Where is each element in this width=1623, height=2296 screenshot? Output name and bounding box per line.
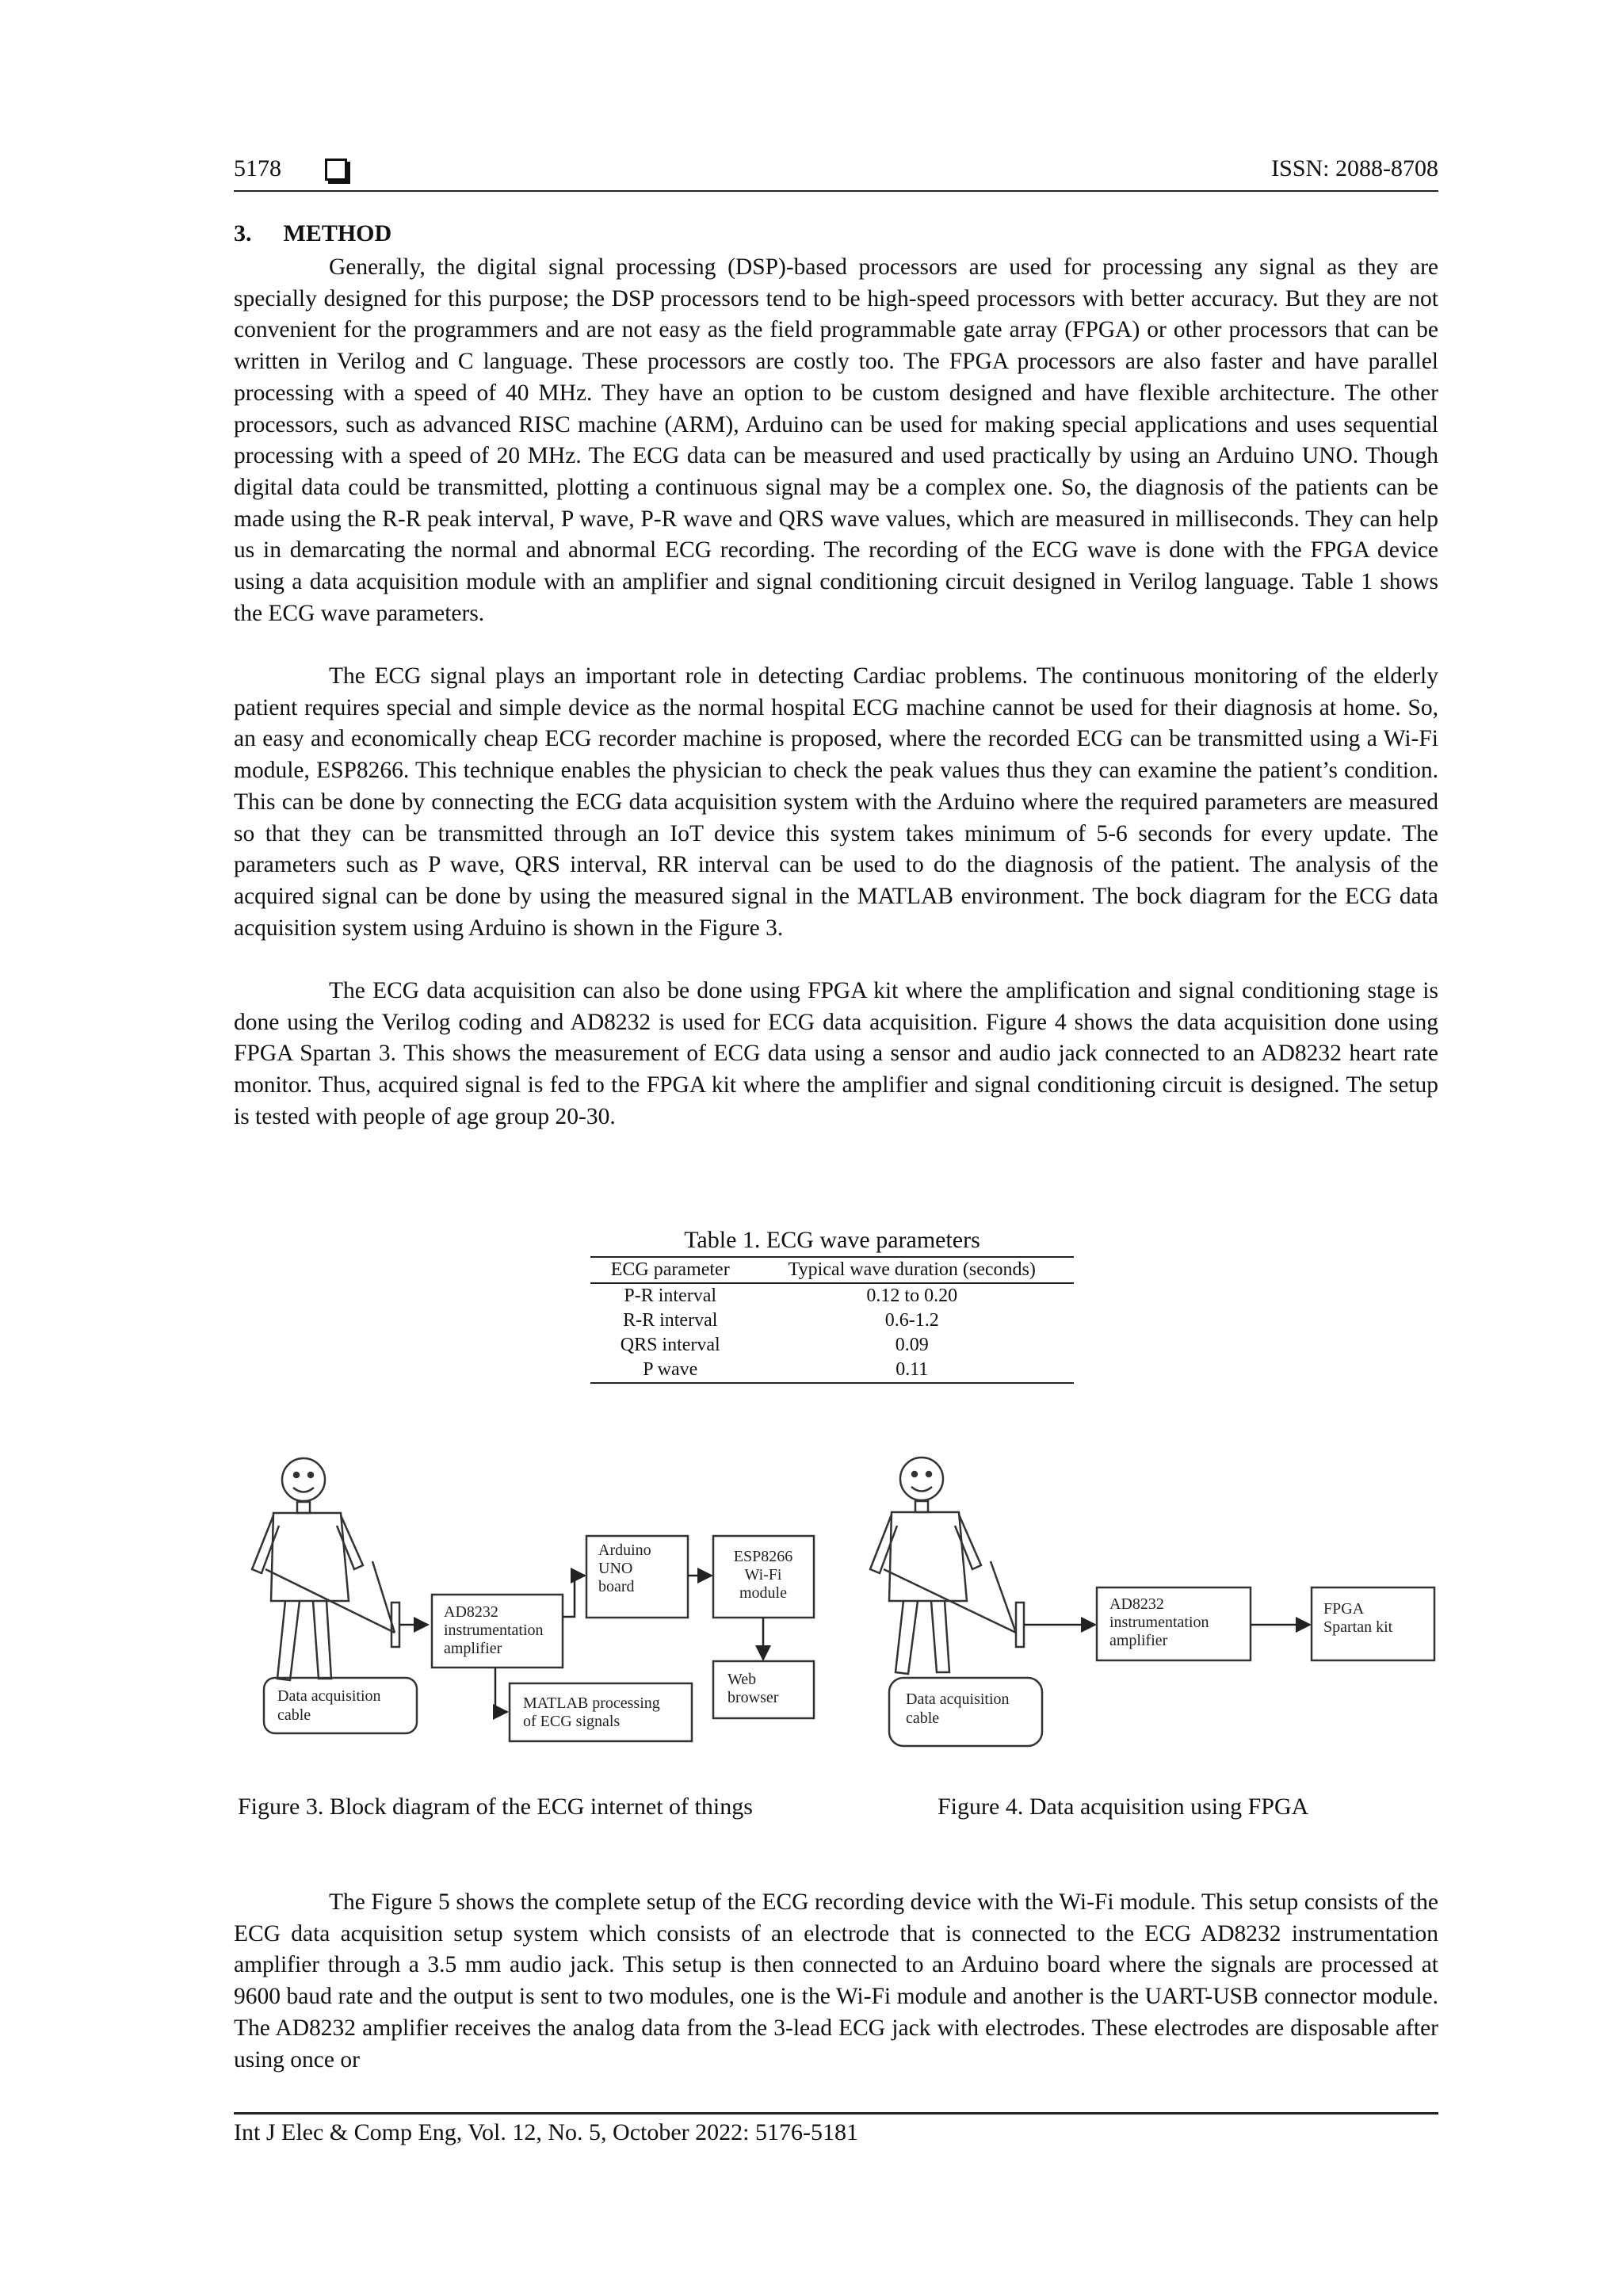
table-header-cell: ECG parameter [590, 1257, 750, 1283]
fig3-ad8232-label: instrumentation [444, 1622, 544, 1639]
table-cell: 0.09 [895, 1335, 929, 1355]
table-cell: P-R interval [624, 1286, 717, 1306]
table-header-cell: Typical wave duration (seconds) [750, 1257, 1074, 1283]
table-cell: R-R interval [623, 1310, 718, 1331]
table-cell: QRS interval [620, 1335, 720, 1355]
fig3-web-label: Web [727, 1671, 757, 1688]
fig3-ad8232-label: amplifier [444, 1640, 502, 1657]
fig4-cable-label: cable [906, 1710, 940, 1727]
fig4-fpga-label: Spartan kit [1323, 1618, 1393, 1636]
figure-4-caption: Figure 4. Data acquisition using FPGA [938, 1794, 1309, 1820]
paragraph-4: The Figure 5 shows the complete setup of the ECG recording device with the Wi-Fi module. This setup consists of the ECG data acquisition setup system which consists of an electrode that is connected to the ECG AD8232 instrumentation amplifier through a 3.5 mm audio jack. This setup is then connected to an Arduino board where the signals are processed at 9600 baud rate and the output is sent to two modules, one is the Wi-Fi module and another is the UART-USB connector module. The AD8232 amplifier receives the analog data from the 3-lead ECG jack with electrodes. These electrodes are disposable after using once or [234, 1889, 1438, 2073]
paragraph-3: The ECG data acquisition can also be done using FPGA kit where the amplification and signal conditioning stage is done using the Verilog coding and AD8232 is used for ECG data acquisition. Figure 4 shows the data acquisition done using FPGA Spartan 3. This shows the measurement of ECG data using a sensor and audio jack connected to an AD8232 heart rate monitor. Thus, acquired signal is fed to the FPGA kit where the amplifier and signal conditioning circuit is designed. The setup is tested with people of age group 20-30. [234, 978, 1438, 1129]
fig4-cable-label: Data acquisition [906, 1690, 1010, 1708]
fig3-web-label: browser [727, 1689, 779, 1706]
person-figure-icon [870, 1457, 1024, 1674]
paragraph-2: The ECG signal plays an important role in detecting Cardiac problems. The continuous monitoring of the elderly patient requires special and simple device as the normal hospital ECG machine cannot be used for their diagnosis at home. So, an easy and economically cheap ECG recorder machine is proposed, where the recorded ECG can be transmitted using a Wi-Fi module, ESP8266. This technique enables the physician to check the peak values thus they can examine the patient’s condition. This can be done by connecting the ECG data acquisition system with the Arduino where the required parameters are measured so that they can be transmitted through an IoT device this system takes minimum of 5-6 seconds for every update. The parameters such as P wave, QRS interval, RR interval can be used to do the diagnosis of the patient. The analysis of the acquired signal can be done by using the measured signal in the MATLAB environment. The bock diagram for the ECG data acquisition system using Arduino is shown in the Figure 3. [234, 663, 1438, 941]
table-cell: 0.11 [750, 1358, 1074, 1383]
fig3-arduino-label: UNO [598, 1560, 633, 1577]
table-cell: 0.12 to 0.20 [866, 1286, 958, 1306]
fig3-esp-label: module [739, 1584, 787, 1602]
fig3-cable-label: Data acquisition [277, 1687, 381, 1705]
fig3-esp-label: Wi-Fi [744, 1566, 782, 1584]
fig3-matlab-label: of ECG signals [523, 1713, 621, 1730]
fig3-cable-label: cable [277, 1706, 311, 1724]
table-caption: Table 1. ECG wave parameters [684, 1227, 980, 1253]
page-footer: Int J Elec & Comp Eng, Vol. 12, No. 5, October 2022: 5176-5181 [234, 2112, 1438, 2146]
table-cell: 0.6-1.2 [884, 1310, 939, 1331]
page-number: 5178 [234, 155, 281, 181]
figure-3-caption: Figure 3. Block diagram of the ECG internet of things [238, 1794, 753, 1820]
fig4-fpga-label: FPGA [1323, 1600, 1365, 1618]
fig4-ad8232-label: AD8232 [1109, 1595, 1164, 1613]
fig3-arduino-label: board [598, 1578, 635, 1595]
fig4-ad8232-label: instrumentation [1109, 1614, 1209, 1631]
section-number: 3. [234, 220, 252, 246]
paragraph-1: Generally, the digital signal processing (DSP)-based processors are used for processing any signal as they are specially designed for this purpose; the DSP processors tend to be high-speed processors with better accuracy. But they are not convenient for the programmers and are not easy as the field programmable gate array (FPGA) or other processors that can be written in Verilog and C language. These processors are costly too. The FPGA processors are also faster and have parallel processing with a speed of 40 MHz. They have an option to be custom designed and have flexible architecture. The other processors, such as advanced RISC machine (ARM), Arduino can be used for making special applications and uses sequential processing with a speed of 20 MHz. The ECG data can be measured and used practically by using an Arduino UNO. Though digital data could be transmitted, plotting a continuous signal may be a complex one. So, the diagnosis of the patients can be made using the R-R peak interval, P wave, P-R wave and QRS wave values, which are measured in milliseconds. They can help us in demarcating the normal and abnormal ECG recording. The recording of the ECG wave is done with the FPGA device using a data acquisition module with an amplifier and signal conditioning circuit designed in Verilog language. Table 1 shows the ECG wave parameters. [234, 254, 1438, 626]
fig3-matlab-label: MATLAB processing [523, 1694, 660, 1712]
fig3-esp-label: ESP8266 [733, 1548, 793, 1565]
section-title: METHOD [283, 220, 392, 246]
fig3-arduino-label: Arduino [598, 1541, 651, 1559]
table-cell: P wave [590, 1358, 750, 1383]
fig4-ad8232-label: amplifier [1109, 1632, 1168, 1649]
issn: ISSN: 2088-8708 [1271, 155, 1438, 181]
person-figure-icon [252, 1458, 399, 1680]
fig3-ad8232-label: AD8232 [444, 1603, 498, 1621]
